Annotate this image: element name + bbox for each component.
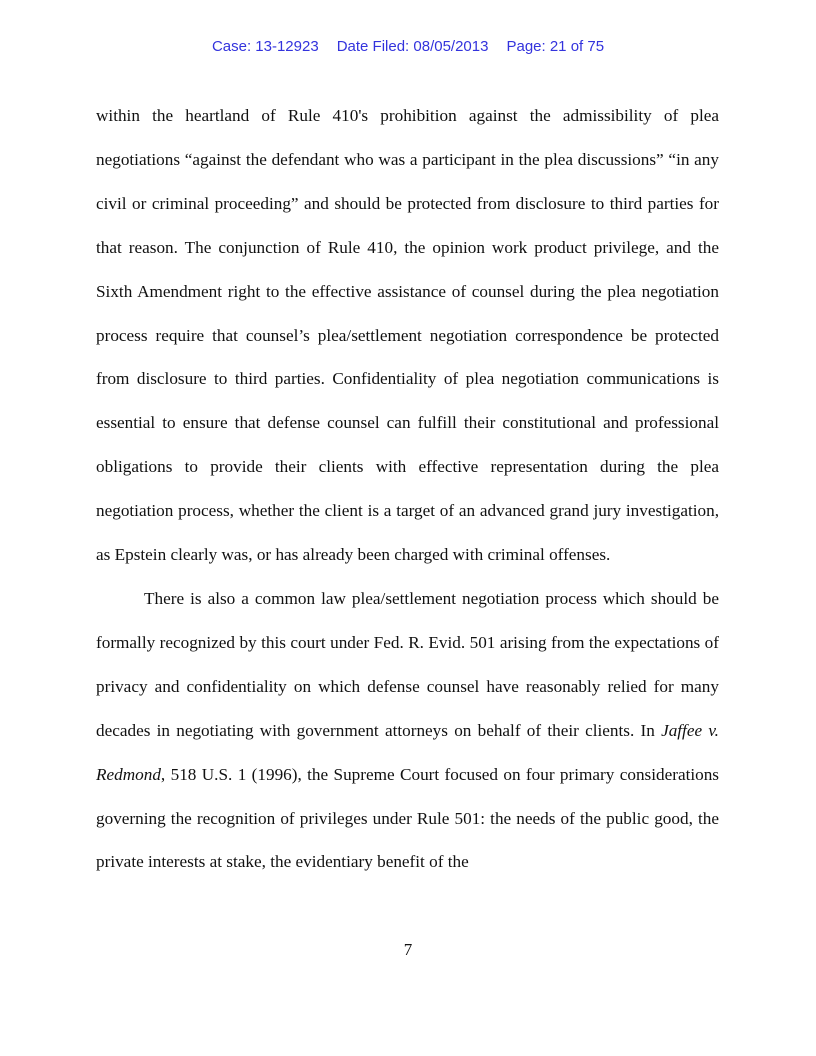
date-filed: Date Filed: 08/05/2013 bbox=[336, 38, 489, 55]
case-citation-name: Jaffee v. Redmond bbox=[96, 720, 719, 784]
case-header bbox=[0, 37, 816, 57]
page-indicator: Page: 21 of 75 bbox=[506, 38, 605, 55]
case-number: Case: 13-12923 bbox=[211, 38, 319, 55]
paragraph-2-text-start: There is also a common law plea/settlement negotiation process which should be formally recognized by this court under Fed. R. Evid. 501 arising from the expectations of privacy and confidentiality on which defense counsel have reasonably relied for many decades in negotiating with government attorneys on behalf of their clients. In bbox=[96, 588, 719, 740]
paragraph-2 bbox=[96, 577, 719, 884]
paragraph-2-text-end: , 518 U.S. 1 (1996), the Supreme Court focused on four primary considerations governing the recognition of privileges under Rule 501: the needs of the public good, the private interests at stake, the evidentiary benefit of the bbox=[96, 764, 719, 872]
paragraph-1: within the heartland of Rule 410's prohibition against the admissibility of plea negotiations “against the defendant who was a participant in the plea discussions” “in any civil or criminal proceeding” and should be protected from disclosure to third parties for that reason. The conjunction of Rule 410, the opinion work product privilege, and the Sixth Amendment right to the effective assistance of counsel during the plea negotiation process require that counsel’s plea/settlement negotiation correspondence be protected from disclosure to third parties. Confidentiality of plea negotiation communications is essential to ensure that defense counsel can fulfill their constitutional and professional obligations to provide their clients with effective representation during the plea negotiation process, whether the client is a target of an advanced grand jury investigation, as Epstein clearly was, or has already been charged with criminal offenses. bbox=[96, 106, 719, 565]
document-body bbox=[96, 94, 719, 884]
page-number: 7 bbox=[403, 940, 413, 959]
